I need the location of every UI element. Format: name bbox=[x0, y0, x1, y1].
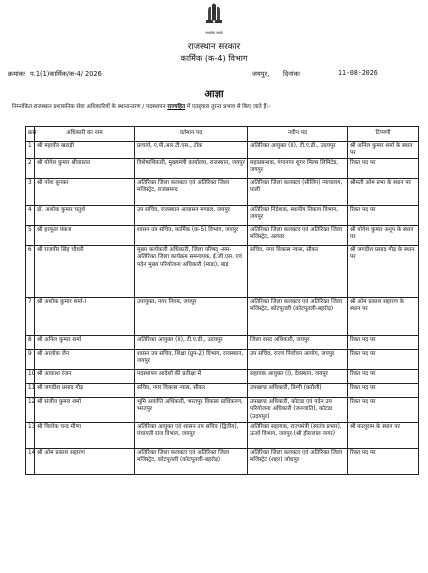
table-row bbox=[26, 448, 419, 474]
cell-new-post: जिला रसद अधिकारी, जयपुर bbox=[248, 336, 348, 350]
cell-officer-name: श्री संजीव कुमार शर्मा bbox=[35, 398, 135, 422]
cell-serial: 8 bbox=[26, 336, 35, 350]
intro-highlight: राज्यहित bbox=[167, 104, 186, 110]
cell-new-post: अतिरिक्त सहायक, राज्यमंत्री (स्वतंत्र प्रभार), ऊर्जा विभाग, जयपुर (श्री हीरालाल नागर) bbox=[248, 422, 348, 448]
table-row bbox=[26, 384, 419, 398]
intro-text-after: में एतद्द्वारा तुरन्त प्रभाव से किए जाते हैं:- bbox=[185, 104, 271, 110]
ref-label: क्रमांकः bbox=[8, 70, 26, 78]
cell-serial: 6 bbox=[26, 246, 35, 298]
ref-number: प.1(1)कार्मिक/क-4/ 2026 bbox=[30, 70, 102, 78]
cell-current-post: अतिरिक्त आयुक्त एवं शासन उप सचिव (द्वितीय), पंचायती राज विभाग, जयपुर bbox=[135, 422, 248, 448]
cell-serial: 1 bbox=[26, 142, 35, 159]
organization-name: राजस्थान सरकार bbox=[187, 42, 241, 52]
table-row bbox=[26, 179, 419, 206]
intro-paragraph bbox=[12, 102, 422, 110]
table-row bbox=[26, 226, 419, 246]
cell-officer-name: श्री त्रिलोक चन्द मीणा bbox=[35, 422, 135, 448]
cell-officer-name: श्री अनिल कुमार शर्मा bbox=[35, 336, 135, 350]
cell-remark: श्री जगदीश प्रसाद गौड़ के स्थान पर bbox=[348, 246, 419, 298]
table-row bbox=[26, 422, 419, 448]
cell-serial: 3 bbox=[26, 179, 35, 206]
cell-new-post: अतिरिक्त जिला कलक्टर एवं अतिरिक्त जिला मजिस्ट्रेट, अलवर bbox=[248, 226, 348, 246]
cell-current-post: प्राचार्य, ए.पी.आर.टी.एस., टोंक bbox=[135, 142, 248, 159]
cell-serial: 12 bbox=[26, 398, 35, 422]
cell-current-post: शासन उप सचिव, कार्मिक (क-5) विभाग, जयपुर bbox=[135, 226, 248, 246]
cell-new-post: उप सचिव, राज्य निर्वाचन आयोग, जयपुर bbox=[248, 350, 348, 370]
cell-serial: 2 bbox=[26, 159, 35, 179]
cell-officer-name: श्री नरेश बुनकर bbox=[35, 179, 135, 206]
cell-serial: 11 bbox=[26, 384, 35, 398]
cell-remark: रिक्त पद पर bbox=[348, 384, 419, 398]
cell-new-post: अतिरिक्त जिला कलक्टर एवं अतिरिक्त जिला मजिस्ट्रेट (शहर) जोधपुर bbox=[248, 448, 348, 474]
cell-new-post: सहायक आयुक्त (I), देवस्थान, जयपुर bbox=[248, 370, 348, 384]
cell-serial: 9 bbox=[26, 350, 35, 370]
cell-current-post: अतिरिक्त जिला कलक्टर एवं अतिरिक्त जिला मजिस्ट्रेट, राजसमन्द bbox=[135, 179, 248, 206]
cell-current-post: विशेषाधिकारी, मुख्यमंत्री कार्यालय, राजस्थान, जयपुर bbox=[135, 159, 248, 179]
state-emblem-icon bbox=[203, 2, 225, 32]
cell-remark: श्री अनिल कुमार शर्मा के स्थान पर bbox=[348, 142, 419, 159]
cell-remark: श्री योगेश कुमार अनूप के स्थान पर bbox=[348, 226, 419, 246]
reference-row bbox=[0, 69, 428, 81]
cell-current-post: मुख्य कार्यकारी अधिकारी, जिला परिषद् -सम- अतिरिक्त जिला कार्यक्रम समन्वयक, ई.जी.एस. एवं पदेन मुख्य परियोजना अधिकारी (माडा), बाड़ं bbox=[135, 246, 248, 298]
place: जयपुर, bbox=[252, 70, 270, 78]
col-header-remarks: टिप्पणी bbox=[348, 127, 419, 142]
cell-serial: 5 bbox=[26, 226, 35, 246]
col-header-new-post: नवीन पद bbox=[248, 127, 348, 142]
cell-new-post: अतिरिक्त आयुक्त (II), टी.ए.डी., उदयपुर bbox=[248, 142, 348, 159]
col-header-name: अधिकारी का नाम bbox=[35, 127, 135, 142]
table-row bbox=[26, 398, 419, 422]
cell-officer-name: श्री आकाश रंजन bbox=[35, 370, 135, 384]
table-row bbox=[26, 298, 419, 336]
cell-officer-name: श्री जगदीश प्रसाद गौड़ bbox=[35, 384, 135, 398]
cell-new-post: अतिरिक्त जिला कलक्टर (सीलिंग) न्यायालय, पाली bbox=[248, 179, 348, 206]
table-row bbox=[26, 142, 419, 159]
cell-serial: 7 bbox=[26, 298, 35, 336]
table-row bbox=[26, 350, 419, 370]
table-row bbox=[26, 246, 419, 298]
cell-current-post: सचिव, नगर विकास न्यास, सीकर bbox=[135, 384, 248, 398]
cell-current-post: अतिरिक्त आयुक्त (II), टी.ए.डी., उदयपुर bbox=[135, 336, 248, 350]
cell-officer-name: श्री ओम प्रकाश सहारण bbox=[35, 448, 135, 474]
cell-officer-name: श्री अशोक कुमार शर्मा-I bbox=[35, 298, 135, 336]
cell-remark: रिक्त पद पर bbox=[348, 336, 419, 350]
table-header-row bbox=[26, 127, 419, 142]
cell-new-post: अतिरिक्त जिला कलक्टर एवं अतिरिक्त जिला मजिस्ट्रेट, कोटपूतली (कोटपूतली-बहरोड़) bbox=[248, 298, 348, 336]
cell-current-post: उप सचिव, राजस्थान आवासन मण्डल, जयपुर bbox=[135, 206, 248, 226]
cell-remark: रिक्त पद पर bbox=[348, 350, 419, 370]
cell-serial: 10 bbox=[26, 370, 35, 384]
table-row bbox=[26, 336, 419, 350]
emblem-caption: सत्यमेव जयते bbox=[205, 31, 223, 35]
order-date: 11-08-2026 bbox=[338, 69, 378, 77]
table-row bbox=[26, 370, 419, 384]
cell-current-post: अतिरिक्त जिला कलक्टर एवं अतिरिक्त जिला मजिस्ट्रेट, कोटपूतली (कोटपूतली-बहरोड़) bbox=[135, 448, 248, 474]
cell-new-post: महाप्रबन्धक, गंगानगर शुगर मिल्स लिमिटेड, जयपुर bbox=[248, 159, 348, 179]
cell-new-post: सचिव, नगर विकास न्यास, सीकर bbox=[248, 246, 348, 298]
cell-new-post: उपखण्ड अधिकारी, कोटडा एवं पदेन उप परियोजना अधिकारी (जनजाति), कोटडा (उदयपुर) bbox=[248, 398, 348, 422]
cell-remark: रिक्त पद पर bbox=[348, 159, 419, 179]
cell-current-post: शासन उप सचिव, शिक्षा (ग्रुप-2) विभाग, राजस्थान, जयपुर bbox=[135, 350, 248, 370]
cell-officer-name: श्री राजवीर सिंह चौधरी bbox=[35, 246, 135, 298]
table-row bbox=[26, 206, 419, 226]
department-name: कार्मिक (क-4) विभाग bbox=[180, 53, 248, 63]
cell-remark: श्री ओम प्रकाश सहारण के स्थान पर bbox=[348, 298, 419, 336]
cell-officer-name: श्री हरफूल पंकज bbox=[35, 226, 135, 246]
col-header-serial: क्रसं bbox=[26, 127, 35, 142]
cell-serial: 4 bbox=[26, 206, 35, 226]
cell-remark: रिक्त पद पर bbox=[348, 448, 419, 474]
cell-remark: श्री कालूराम के स्थान पर bbox=[348, 422, 419, 448]
cell-remark: रिक्त पद पर bbox=[348, 206, 419, 226]
col-header-current-post: वर्तमान पद bbox=[135, 127, 248, 142]
intro-text-before: निम्नांकित राजस्थान प्रशासनिक सेवा अधिकारियों के स्थानान्तरण / पदस्थापन bbox=[12, 104, 168, 110]
cell-officer-name: श्री महावीर खराड़ी bbox=[35, 142, 135, 159]
cell-remark: रिक्त पद पर bbox=[348, 398, 419, 422]
table-row bbox=[26, 159, 419, 179]
cell-serial: 13 bbox=[26, 422, 35, 448]
cell-officer-name: श्री आलोक जैन bbox=[35, 350, 135, 370]
cell-serial: 14 bbox=[26, 448, 35, 474]
cell-remark: श्रीमती ओम प्रभा के स्थान पर bbox=[348, 179, 419, 206]
cell-current-post: उपायुक्त, नगर निगम, जयपुर bbox=[135, 298, 248, 336]
cell-current-post: भूमि अवाप्ति अधिकारी, भरतपुर विकास प्राधिकरण, भरतपुर bbox=[135, 398, 248, 422]
cell-officer-name: श्री योगेश कुमार श्रीवास्तव bbox=[35, 159, 135, 179]
cell-remark: रिक्त पद पर bbox=[348, 370, 419, 384]
cell-current-post: पदस्थापन आदेशों की प्रतीक्षा में bbox=[135, 370, 248, 384]
date-label: दिनांकः bbox=[283, 70, 300, 78]
cell-new-post: अतिरिक्त निदेशक, स्थानीय निकाय विभाग, जयपुर bbox=[248, 206, 348, 226]
order-title: आज्ञा bbox=[204, 89, 224, 100]
transfer-table bbox=[25, 126, 419, 475]
cell-officer-name: डॉ. अशोक कुमार चतुर्थ bbox=[35, 206, 135, 226]
cell-new-post: उपखण्ड अधिकारी, डिग्गी (करौली) bbox=[248, 384, 348, 398]
